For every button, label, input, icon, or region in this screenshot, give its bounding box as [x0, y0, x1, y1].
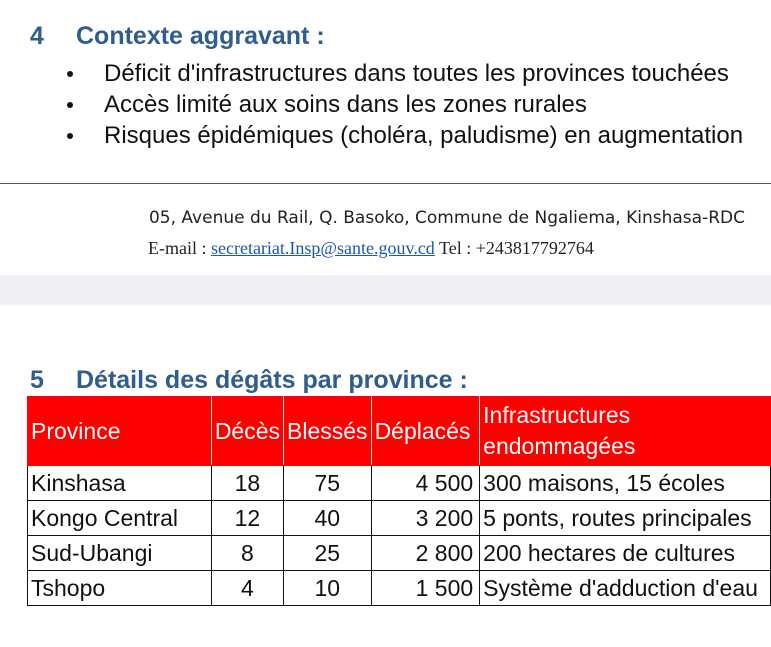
cell-blesses: 25 [284, 536, 372, 571]
table-row [28, 466, 771, 501]
section-4-heading [30, 22, 325, 51]
table-header-row [28, 397, 771, 466]
cell-infrastructures: 200 hectares de cultures [480, 536, 771, 571]
phone-text: Tel : +243817792764 [434, 238, 594, 258]
bullet-item [0, 89, 743, 120]
email-label: E-mail : [148, 238, 211, 258]
section-number: 5 [30, 366, 44, 394]
cell-deplaces: 2 800 [371, 536, 480, 571]
page-break [0, 275, 771, 305]
header-blesses: Blessés [284, 397, 372, 466]
cell-deplaces: 3 200 [371, 501, 480, 536]
header-province: Province [28, 397, 212, 466]
context-bullet-list [0, 58, 743, 151]
bullet-item [0, 58, 743, 89]
section-title: Contexte aggravant : [76, 22, 325, 50]
cell-deplaces: 4 500 [371, 466, 480, 501]
table-row [28, 571, 771, 606]
bullet-item [0, 120, 743, 151]
cell-infrastructures: Système d'adduction d'eau [480, 571, 771, 606]
cell-deces: 8 [211, 536, 283, 571]
cell-infrastructures: 5 ponts, routes principales [480, 501, 771, 536]
bullet-icon [67, 71, 73, 77]
header-deplaces: Déplacés [371, 397, 480, 466]
header-deces: Décès [211, 397, 283, 466]
cell-blesses: 10 [284, 571, 372, 606]
cell-blesses: 75 [284, 466, 372, 501]
table-row [28, 501, 771, 536]
cell-blesses: 40 [284, 501, 372, 536]
cell-deces: 4 [211, 571, 283, 606]
cell-province: Kongo Central [28, 501, 212, 536]
cell-deces: 12 [211, 501, 283, 536]
bullet-icon [67, 133, 73, 139]
footer-divider [0, 183, 771, 184]
cell-province: Tshopo [28, 571, 212, 606]
cell-deplaces: 1 500 [371, 571, 480, 606]
section-title: Détails des dégâts par province : [76, 366, 468, 394]
cell-province: Sud-Ubangi [28, 536, 212, 571]
section-number: 4 [30, 22, 44, 50]
bullet-icon [67, 102, 73, 108]
bullet-text: Risques épidémiques (choléra, paludisme) en augmentation [104, 122, 744, 149]
bullet-text: Accès limité aux soins dans les zones rurales [104, 91, 587, 118]
email-link[interactable]: secretariat.Insp@sante.gouv.cd [210, 238, 435, 258]
cell-deces: 18 [211, 466, 283, 501]
section-5-heading [30, 366, 468, 395]
bullet-text: Déficit d'infrastructures dans toutes les provinces touchées [104, 60, 729, 87]
footer-contact [148, 238, 594, 259]
footer-address: 05, Avenue du Rail, Q. Basoko, Commune de Ngaliema, Kinshasa-RDC [148, 208, 745, 228]
damage-table [27, 396, 771, 606]
table-row [28, 536, 771, 571]
header-infrastructures: Infrastructures endommagées [480, 397, 771, 466]
cell-province: Kinshasa [28, 466, 212, 501]
cell-infrastructures: 300 maisons, 15 écoles [480, 466, 771, 501]
